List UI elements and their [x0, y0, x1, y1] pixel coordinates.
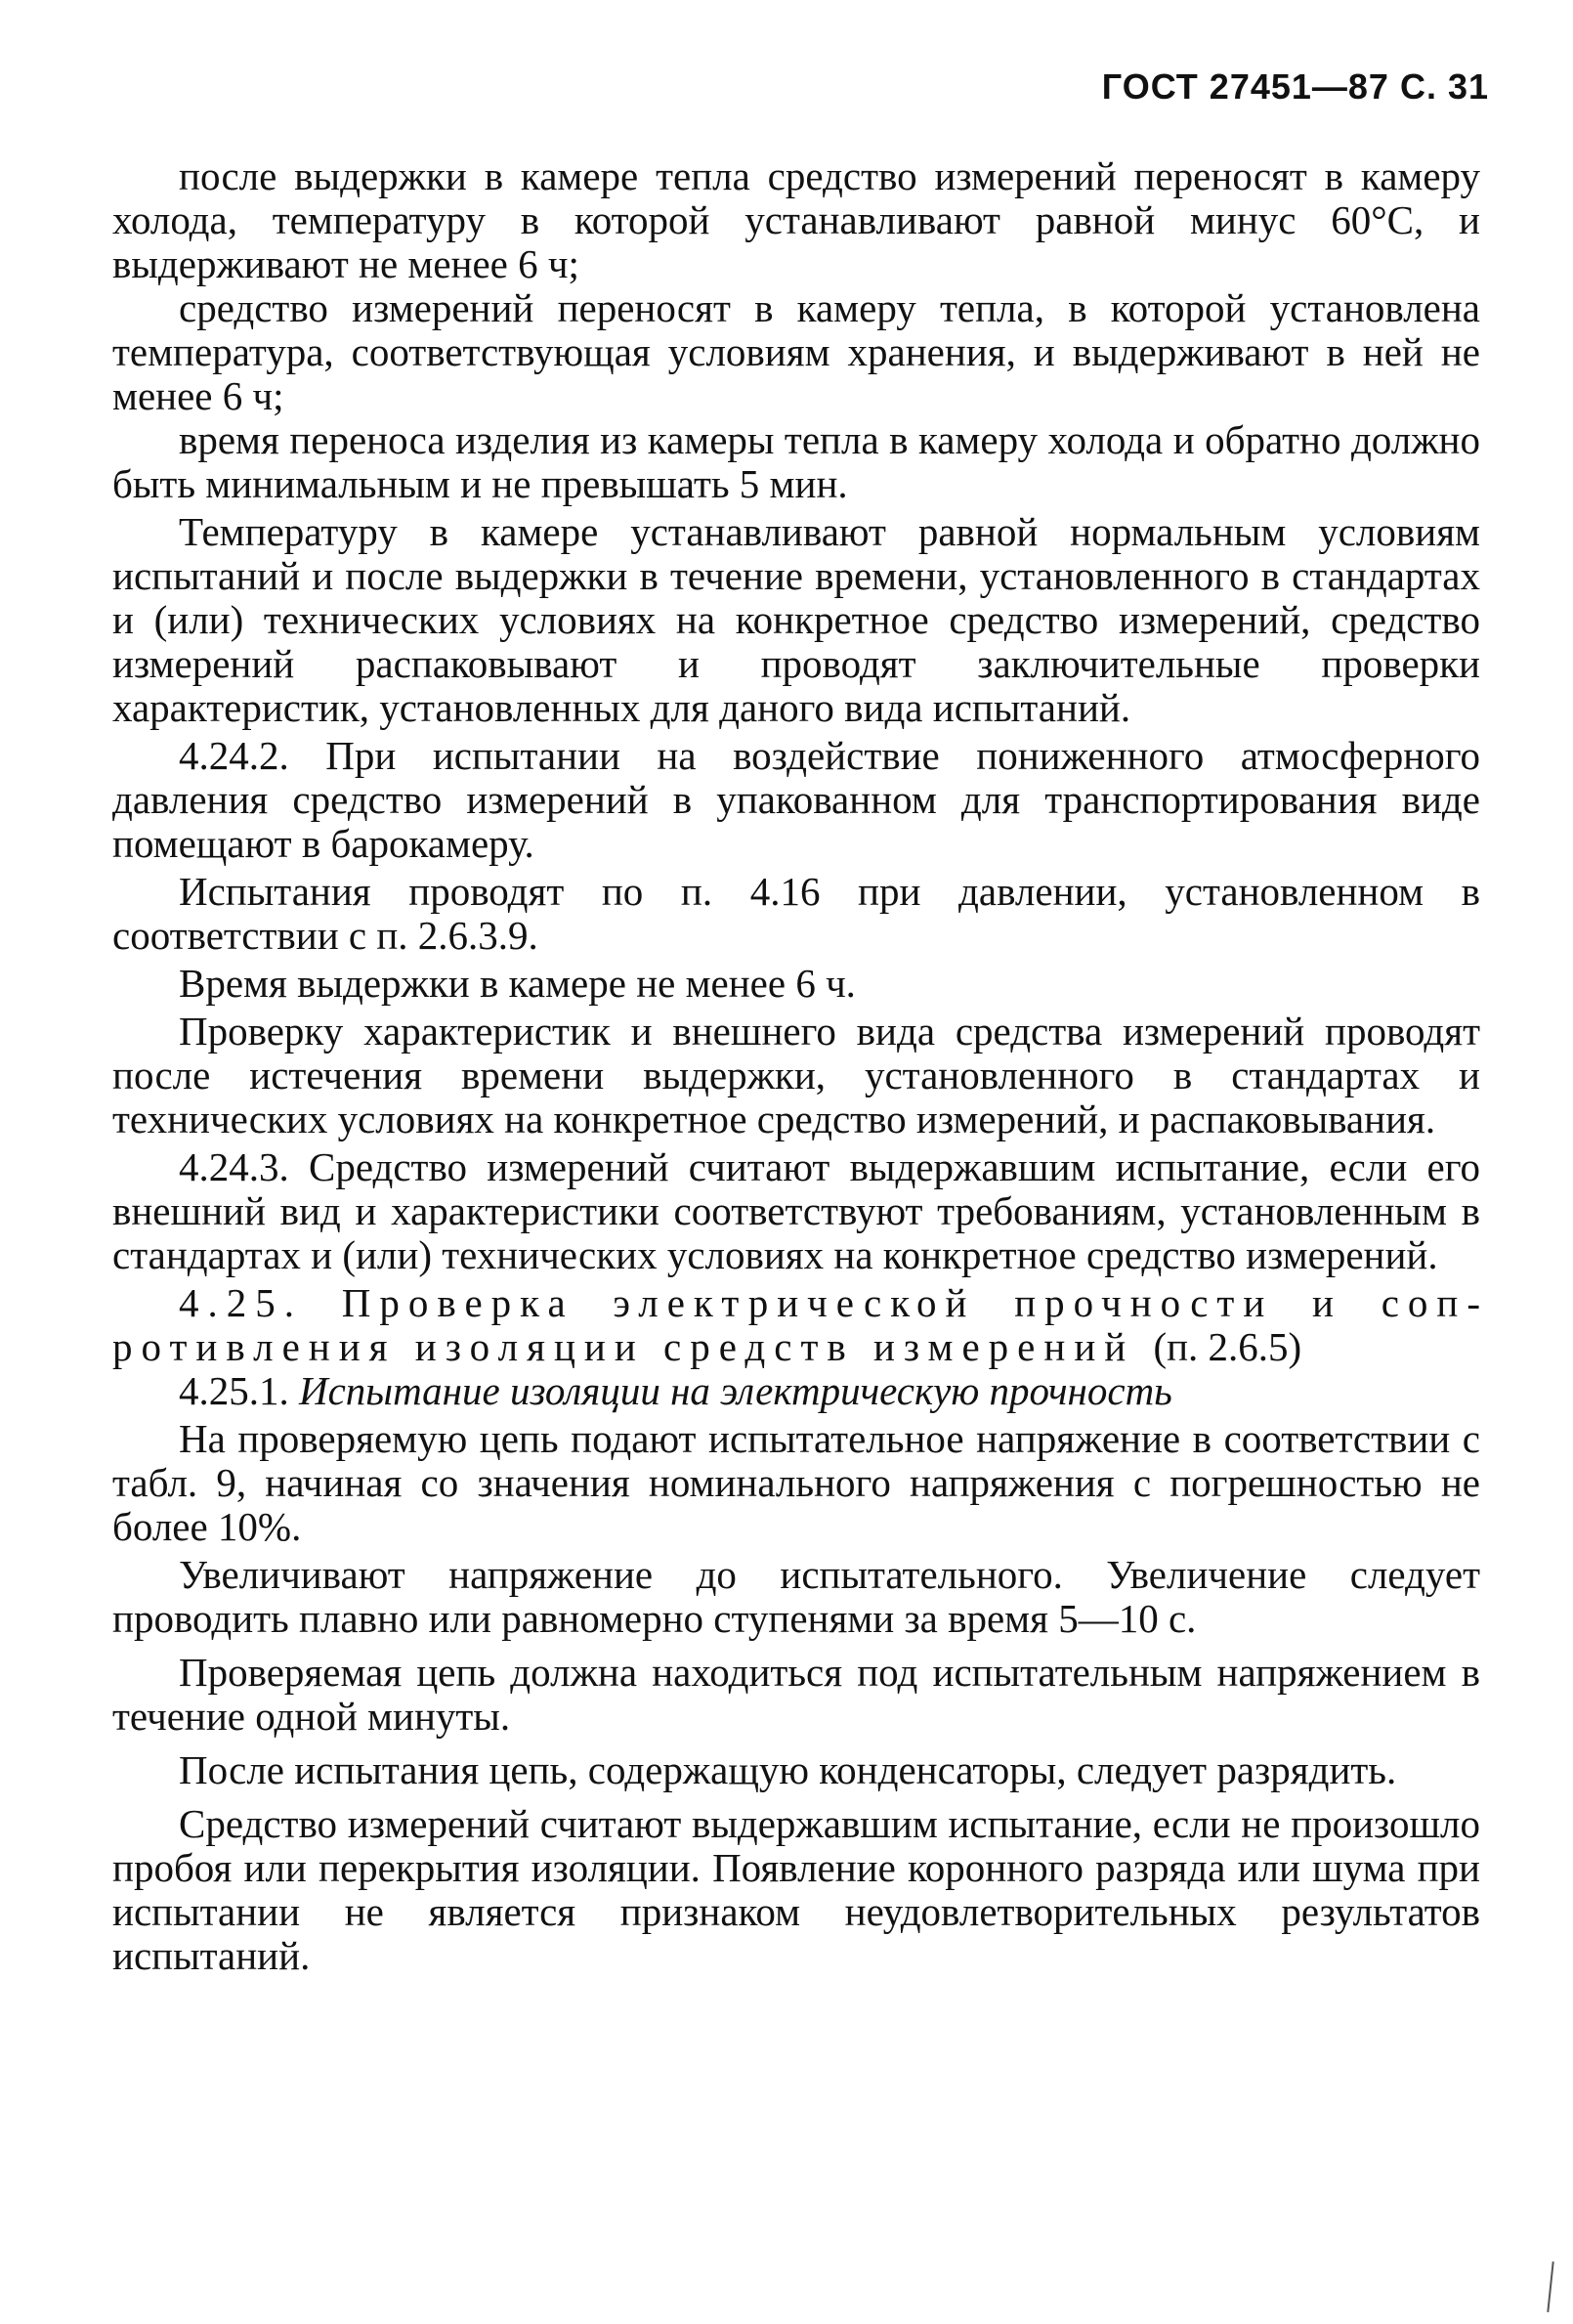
paragraph-4-24-3: 4.24.3. Средство измерений считают выдержавшим испытание, если его внешний вид и характеристики соответствуют требованиям, установленным в стандартах и (или) технических условиях на конкретное средство измерений. [112, 1144, 1480, 1277]
section-title-4-25 [112, 1281, 1480, 1369]
paragraph-inspection: Проверку характеристик и внешнего вида средства измерений проводят после истечения времени выдержки, установленного в стандартах и технических условиях на конкретное средство измерений, и распаковывания. [112, 1009, 1480, 1141]
paragraph-transfer-time: время переноса изделия из камеры тепла в камеру холода и обратно должно быть минимальным и не превышать 5 мин. [112, 417, 1480, 506]
paragraph-final-checks: Температуру в камере устанавливают равной нормальным условиям испытаний и после выдержки в течение времени, установленного в стандартах и (или) технических условиях на конкретное средство измерений, средство измерений распаковывают и проводят заключительные проверки характеристик, установленных для даного вида испытаний. [112, 509, 1480, 730]
subsection-number: 4.25.1. [179, 1368, 289, 1413]
paragraph-discharge: После испытания цепь, содержащую конденсаторы, следует разрядить. [179, 1747, 1397, 1792]
paragraph-cold-chamber: после выдержки в камере тепла средство измерений переносят в камеру холода, температуру в которой устанавливают равной минус 60°С, и выдерживают не менее 6 ч; [112, 153, 1480, 286]
paragraph-4-24-2: 4.24.2. При испытании на воздействие пониженного атмосферного давления средство измерений в упакованном для транспортирования виде помещают в барокамеру. [112, 733, 1480, 866]
paragraph-heat-chamber: средство измерений переносят в камеру тепла, в которой установлена температура, соответствующая условиям хранения, и выдерживают в ней не менее 6 ч; [112, 285, 1480, 418]
page-header: ГОСТ 27451—87 С. 31 [1101, 66, 1489, 107]
section-title-reference: (п. 2.6.5) [1153, 1324, 1302, 1369]
subsection-title: Испытание изоляции на электрическую прочность [299, 1368, 1172, 1413]
document-body [112, 154, 1480, 1982]
paragraph-voltage-increase: Увеличивают напряжение до испытательного. Увеличение следует проводить плавно или равномерно ступенями за время 5—10 с. [112, 1552, 1480, 1641]
subsection-4-25-1 [112, 1369, 1480, 1413]
paragraph-test-voltage: На проверяемую цепь подают испытательное напряжение в соответствии с табл. 9, начиная со значения номинального напряжения с погрешностью не более 10%. [112, 1416, 1480, 1549]
scan-margin-mark [1547, 2261, 1553, 2312]
section-title-text: 4.25. Проверка электрической прочности и сопротивления изоляции средств измерений [112, 1280, 1480, 1369]
paragraph-holding-time: Время выдержки в камере не менее 6 ч. [179, 961, 856, 1006]
paragraph-test-pressure: Испытания проводят по п. 4.16 при давлении, установленном в соответствии с п. 2.6.3.9. [112, 869, 1480, 958]
paragraph-pass-criteria: Средство измерений считают выдержавшим испытание, если не произошло пробоя или перекрытия изоляции. Появление коронного разряда или шума при испытании не является признаком неудовлетворительных результатов испытаний. [112, 1801, 1480, 1978]
paragraph-one-minute: Проверяемая цепь должна находиться под испытательным напряжением в течение одной минуты. [112, 1650, 1480, 1739]
